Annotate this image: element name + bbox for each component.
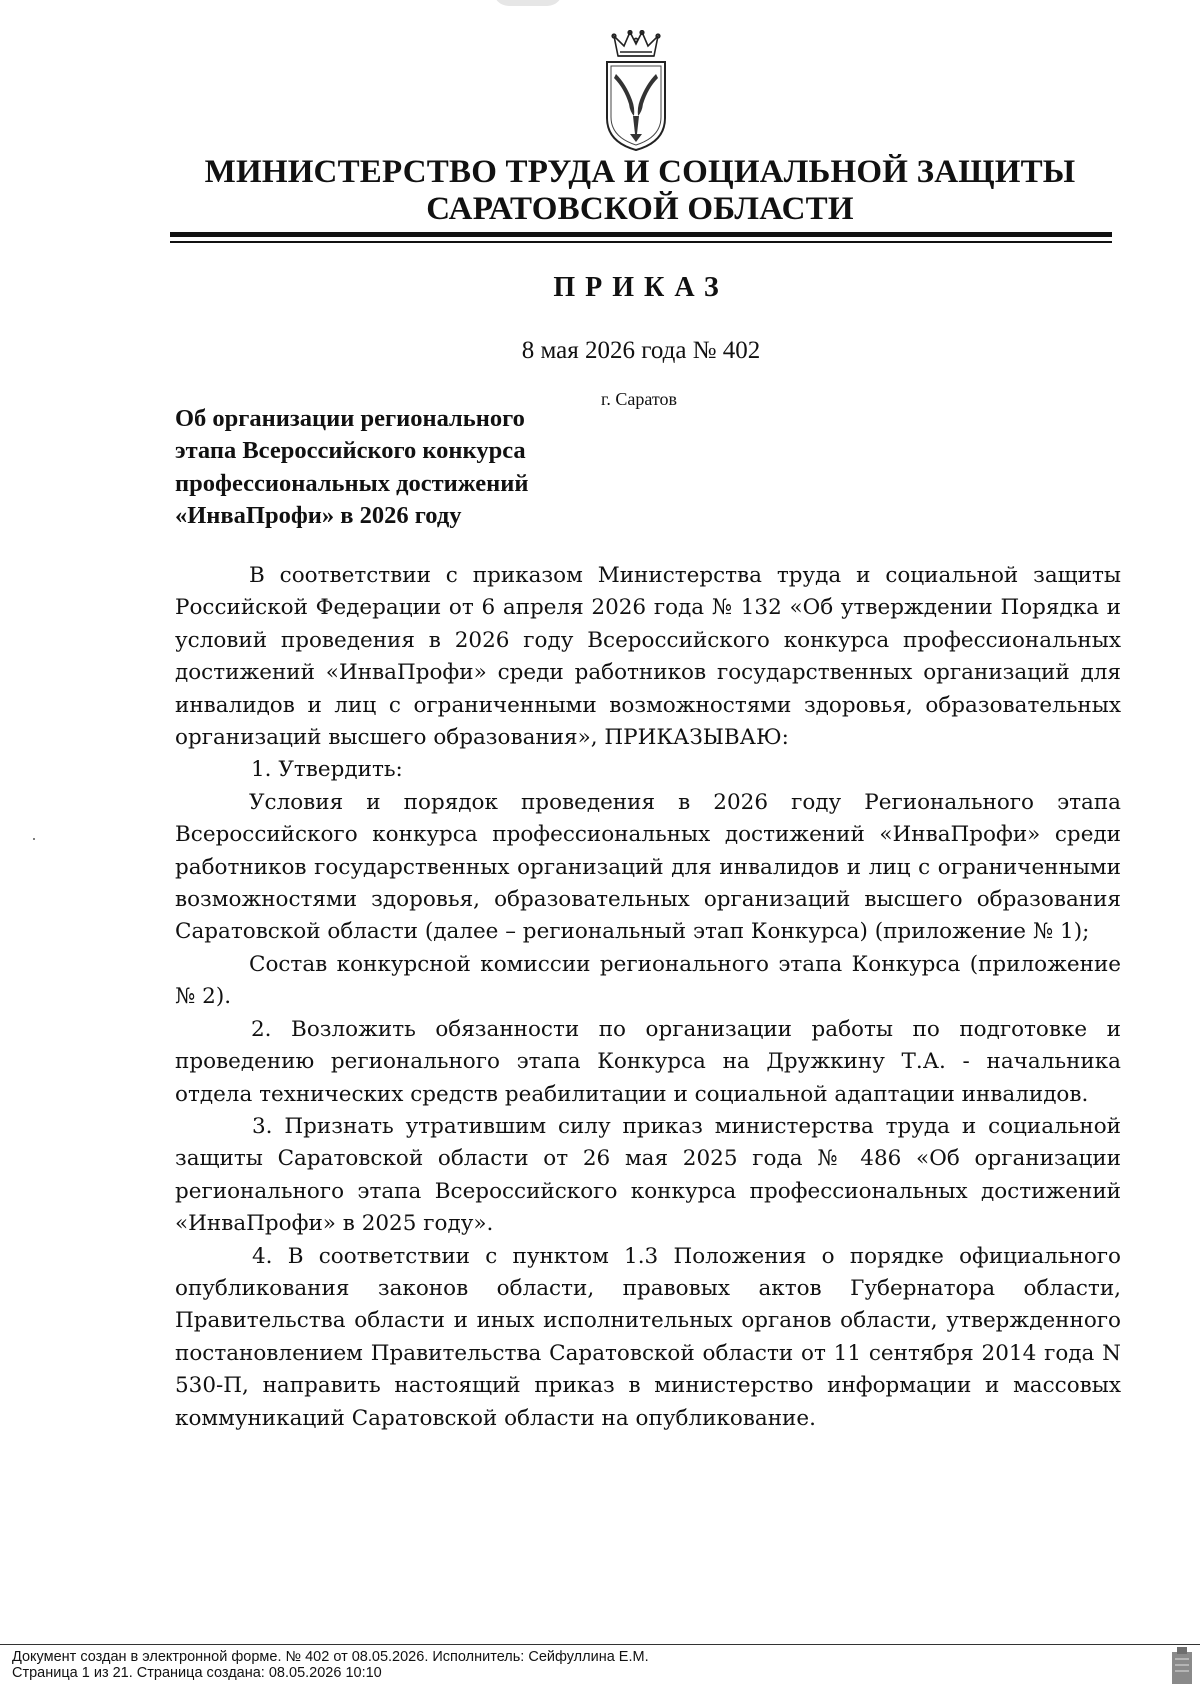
scan-speck xyxy=(33,838,35,840)
footer-rule xyxy=(0,1644,1200,1645)
subject-line: этапа Всероссийского конкурса xyxy=(175,437,526,465)
document-subject xyxy=(175,403,595,532)
document-city: г. Саратов xyxy=(601,389,677,409)
document-body xyxy=(175,560,1121,1435)
item-1-b: Состав конкурсной комиссии регионального этапа Конкурса (приложение № 2). xyxy=(175,951,1121,1010)
item-1-a: Условия и порядок проведения в 2026 году Регионального этапа Всероссийского конкурса профессиональных достижений «ИнваПрофи» среди работников государственных организаций для инвалидов и лиц с ограниченными возможностями здоровья, образовательных организаций высшего образования Саратовской области (далее – региональный этап Конкурса) (приложение № 1); xyxy=(175,789,1121,945)
ministry-title-line2: САРАТОВСКОЙ ОБЛАСТИ xyxy=(426,191,854,227)
scan-artifact xyxy=(493,0,563,6)
document-date-number: 8 мая 2026 года № 402 xyxy=(521,337,761,364)
header-rule-thick xyxy=(170,232,1112,237)
subject-line: «ИнваПрофи» в 2026 году xyxy=(175,501,462,529)
ministry-title xyxy=(170,154,1110,228)
ministry-title-line1: МИНИСТЕРСТВО ТРУДА И СОЦИАЛЬНОЙ ЗАЩИТЫ xyxy=(204,154,1076,190)
coat-of-arms-icon xyxy=(604,30,668,152)
header-rule-thin xyxy=(170,241,1112,243)
item-2: 2. Возложить обязанности по организации работы по подготовке и проведению регионального этапа Конкурса на Дружкину Т.А. - начальника отдела технических средств реабилитации и социальной адаптации инвалидов. xyxy=(175,1016,1121,1107)
intro-paragraph: В соответствии с приказом Министерства труда и социальной защиты Российской Федерации от 6 апреля 2026 года № 132 «Об утверждении Порядка и условий проведения в 2026 году Всероссийского конкурса профессиональных достижений «ИнваПрофи» среди работников государственных организаций для инвалидов и лиц с ограниченными возможностями здоровья, образовательных организаций высшего образования», ПРИКАЗЫВАЮ: xyxy=(175,563,1121,751)
subject-line: Об организации регионального xyxy=(175,405,525,432)
subject-line: профессиональных достижений xyxy=(175,469,529,497)
item-3: 3. Признать утратившим силу приказ министерства труда и социальной защиты Саратовской области от 26 мая 2025 года № 486 «Об организации регионального этапа Всероссийского конкурса профессиональных достижений «ИнваПрофи» в 2025 году». xyxy=(175,1113,1121,1237)
footer-line2: Страница 1 из 21. Страница создана: 08.05.2026 10:10 xyxy=(12,1665,382,1681)
document-type: ПРИКАЗ xyxy=(553,272,729,303)
stamp-icon xyxy=(1170,1646,1194,1686)
document-footer xyxy=(12,1649,649,1681)
item-1-title: 1. Утвердить: xyxy=(251,757,403,783)
footer-line1: Документ создан в электронной форме. № 402 от 08.05.2026. Исполнитель: Сейфуллина Е.М. xyxy=(12,1649,649,1665)
item-4: 4. В соответствии с пунктом 1.3 Положения о порядке официального опубликования законов области, правовых актов Губернатора области, Правительства области и иных исполнительных органов области, утвержденного постановлением Правительства Саратовской области от 11 сентября 2014 года N 530-П, направить настоящий приказ в министерство информации и массовых коммуникаций Саратовской области на опубликование. xyxy=(175,1243,1121,1431)
